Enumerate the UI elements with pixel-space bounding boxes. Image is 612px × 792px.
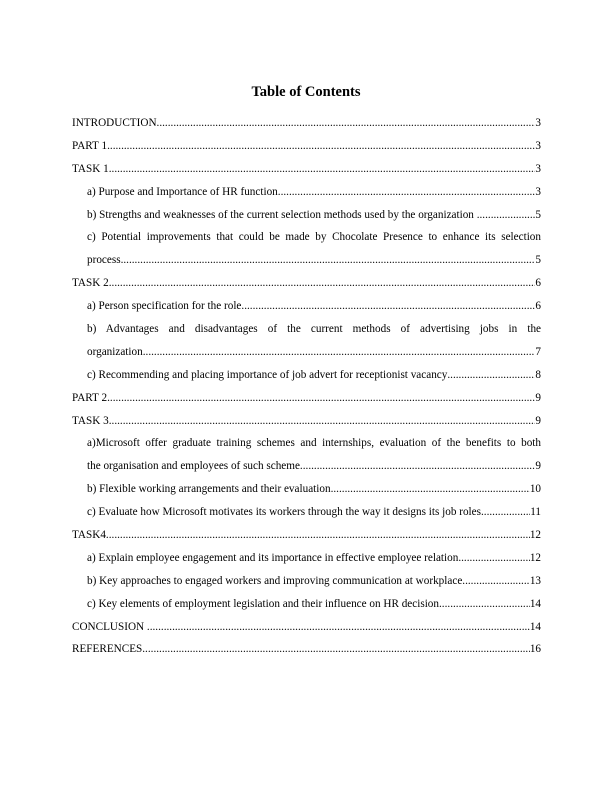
toc-page-number: 9 [535,460,541,473]
toc-page-number: 7 [535,345,541,358]
toc-entry-label-line1: b) Advantages and disadvantages of the current methods of advertising jobs in the [87,323,541,336]
dot-leader [241,295,535,318]
dot-leader [107,135,535,158]
dot-leader [458,547,529,570]
toc-entry-task-2-b-line1[interactable] [72,318,541,341]
dot-leader [107,387,535,410]
toc-page-number: 12 [529,529,541,542]
toc-entry-label: b) Flexible working arrangements and their evaluation [87,483,331,496]
toc-page-number: 5 [535,254,541,267]
toc-entry-task-1-a[interactable] [72,181,541,204]
toc-page-number: 13 [529,574,541,587]
toc-title: Table of Contents [251,84,361,100]
toc-page-number: 10 [529,483,541,496]
toc-page-number: 3 [535,185,541,198]
toc-entry-label: a) Explain employee engagement and its importance in effective employee relation [87,551,459,564]
toc-entry-conclusion[interactable] [72,616,541,639]
dot-leader [109,410,536,433]
toc-entry-part-2[interactable] [72,387,541,410]
toc-entry-task-4[interactable] [72,524,541,547]
toc-page-number: 6 [535,277,541,290]
toc-page-number: 5 [535,208,541,221]
toc-entry-label: the organisation and employees of such scheme [87,460,300,473]
dot-leader [447,364,535,387]
dot-leader [109,272,536,295]
toc-entry-task-4-a[interactable] [72,547,541,570]
toc-entry-task-1-b[interactable] [72,204,541,227]
toc-entry-task-3[interactable] [72,410,541,433]
dot-leader [147,616,530,639]
toc-entry-label: a) Person specification for the role [87,300,242,313]
toc-entry-part-1[interactable] [72,135,541,158]
dot-leader [278,181,536,204]
toc-entry-task-2-c[interactable] [72,364,541,387]
toc-entry-label-line1: c) Potential improvements that could be made by Chocolate Presence to enhance its selection [87,231,541,244]
toc-entry-label: organization [87,345,143,358]
dot-leader [143,341,536,364]
toc-entry-label: TASK 2 [72,277,109,290]
dot-leader [121,249,536,272]
toc-entry-task-3-b[interactable] [72,478,541,501]
dot-leader [477,204,536,227]
toc-entry-task-2[interactable] [72,272,541,295]
toc-entry-label: PART 2 [72,391,108,404]
toc-page-number: 9 [535,414,541,427]
toc-entry-label: c) Key elements of employment legislation and their influence on HR decision [87,597,439,610]
toc-entry-task-1[interactable] [72,158,541,181]
dot-leader [142,638,530,661]
dot-leader [157,112,536,135]
toc-page-number: 9 [535,391,541,404]
toc-entry-task-1-c-line1[interactable] [72,226,541,249]
toc-entry-label: TASK 1 [72,162,109,175]
toc-page-number: 3 [535,117,541,129]
toc-entry-label: TASK4 [72,529,106,542]
toc-entry-label: b) Key approaches to engaged workers and improving communication at workplace [87,574,463,587]
toc-page-number: 6 [535,300,541,313]
toc-entry-label: CONCLUSION [72,620,147,633]
toc-page-number: 16 [529,643,541,656]
toc-entry-label: REFERENCES [72,643,143,656]
toc-entry-task-3-a-line1[interactable] [72,432,541,455]
toc-page-number: 8 [535,368,541,381]
toc-entry-label: c) Evaluate how Microsoft motivates its workers through the way it designs its job roles [87,506,481,519]
toc-entry-task-3-c[interactable] [72,501,541,524]
toc-entry-label-line1: a)Microsoft offer graduate training schemes and internships, evaluation of the benefits to both [87,437,541,450]
toc-entry-label: PART 1 [72,139,108,152]
toc-entry-label: a) Purpose and Importance of HR function [87,185,278,198]
toc-page-number: 14 [529,597,541,610]
toc-page-number: 11 [530,506,541,519]
dot-leader [481,501,530,524]
toc-page-number: 12 [529,551,541,564]
toc-entry-label: TASK 3 [72,414,109,427]
dot-leader [331,478,530,501]
table-of-contents [72,112,541,661]
dot-leader [439,593,530,616]
toc-entry-label: process [87,254,121,267]
toc-entry-task-2-b[interactable] [72,341,541,364]
dot-leader [462,570,530,593]
toc-entry-task-3-a[interactable] [72,455,541,478]
toc-entry-task-4-c[interactable] [72,593,541,616]
toc-page-number: 14 [529,620,541,633]
toc-entry-label: c) Recommending and placing importance of job advert for receptionist vacancy [87,368,448,381]
dot-leader [300,455,535,478]
toc-entry-label: b) Strengths and weaknesses of the current selection methods used by the organization [87,208,477,221]
toc-entry-task-2-a[interactable] [72,295,541,318]
dot-leader [109,158,536,181]
toc-entry-task-1-c[interactable] [72,249,541,272]
toc-page-number: 3 [535,162,541,175]
toc-entry-task-4-b[interactable] [72,570,541,593]
toc-entry-label: INTRODUCTION [72,117,157,129]
toc-page-number: 3 [535,139,541,152]
toc-entry-references[interactable] [72,638,541,661]
dot-leader [106,524,530,547]
toc-entry-introduction[interactable] [72,112,541,135]
